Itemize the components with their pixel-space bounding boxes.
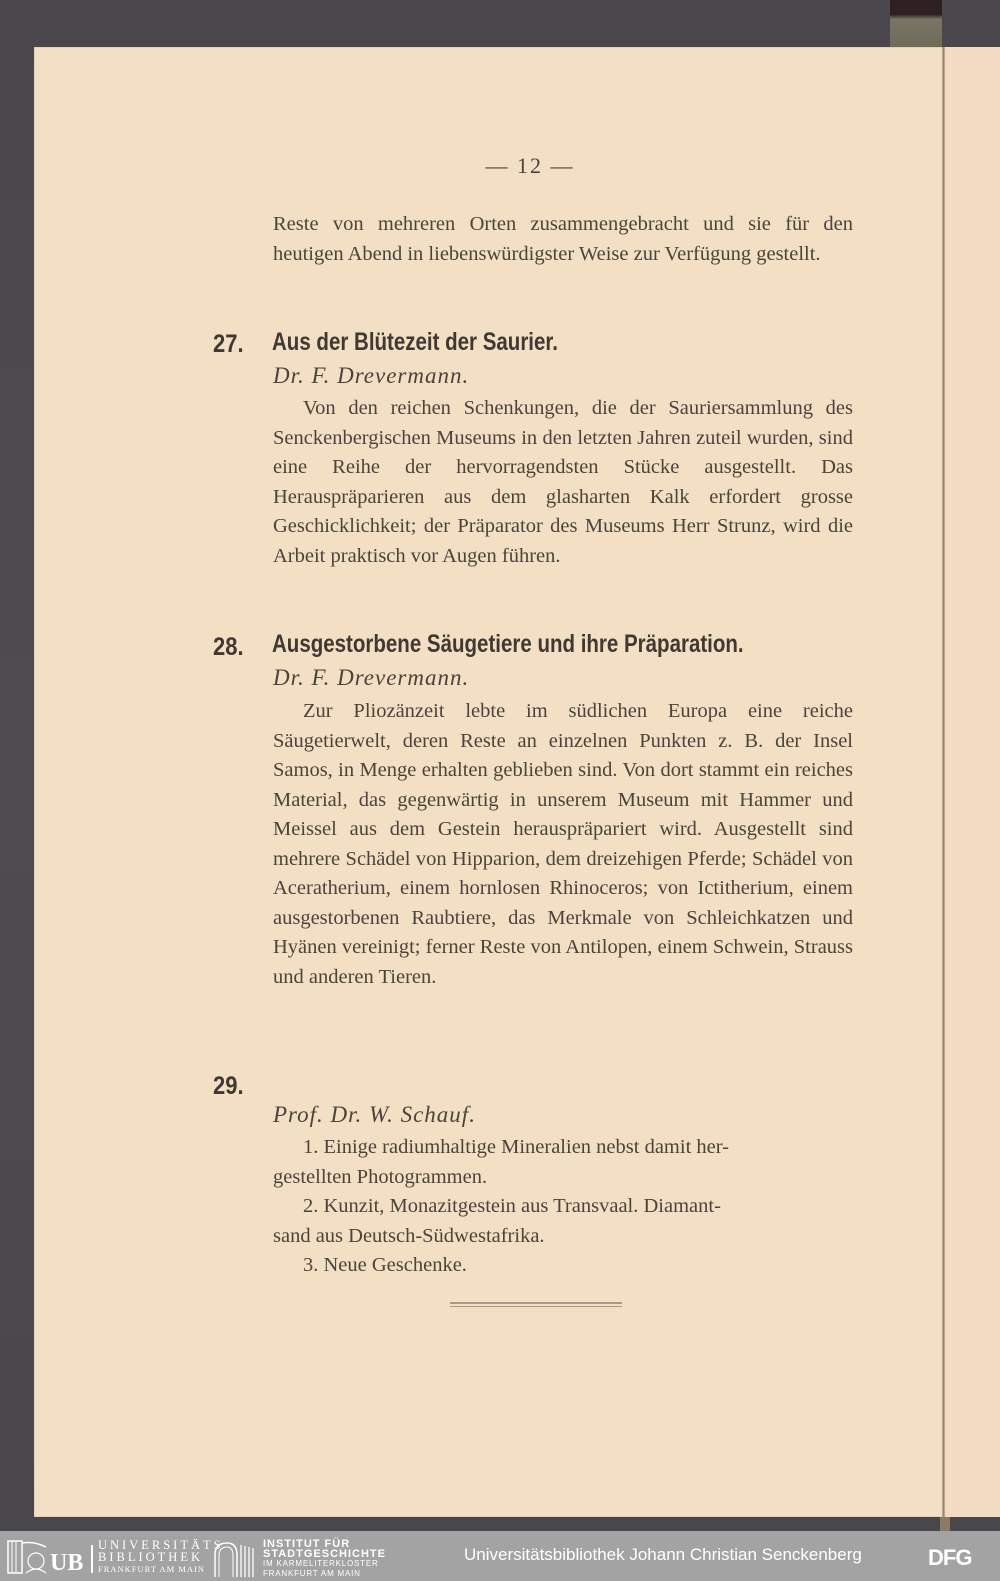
svg-text:UB: UB [50, 1550, 84, 1575]
list-item-1-line2: gestellten Photogrammen. [273, 1165, 488, 1188]
item-author-28: Dr. F. Drevermann. [273, 665, 470, 690]
item-number-28: 28. [213, 633, 244, 661]
ub-line1: UNIVERSITÄTS [98, 1538, 224, 1552]
library-name-link[interactable]: Universitätsbibliothek Johann Christian Senckenberg [464, 1545, 862, 1564]
list-item-1-line1: 1. Einige radiumhaltige Mineralien nebst damit her- [303, 1136, 729, 1158]
item-number-29: 29. [213, 1072, 244, 1100]
item-title-27: Aus der Blütezeit der Saurier. [272, 328, 558, 356]
institute-name [263, 1539, 386, 1579]
item-body-27 [273, 394, 853, 571]
item-title-28: Ausgestorbene Säugetiere und ihre Präparation. [272, 630, 744, 658]
isg-line2: STADTGESCHICHTE [263, 1548, 386, 1560]
page-fold [942, 47, 945, 1517]
item-body-27-text: Von den reichen Schenkungen, die der Sauriersammlung des Senckenbergischen Museums in den letzten Jahren zuteil wurden, sind eine Reihe der hervorragendsten Stücke ausgestellt. Das Herauspräparieren aus dem glasharten Kalk erfordert grosse Geschicklichkeit; der Präparator des Museums Herr Strunz, wird die Arbeit praktisch vor Augen führen. [273, 397, 853, 567]
isg-line3: IM KARMELITERKLOSTER [263, 1559, 379, 1568]
item-number-27: 27. [213, 330, 244, 358]
ub-library-logo-icon [6, 1539, 94, 1575]
end-rule-divider [450, 1302, 622, 1307]
dfg-logo-icon: DFG [928, 1545, 972, 1570]
ub-library-name [98, 1539, 224, 1575]
item-author-29: Prof. Dr. W. Schauf. [273, 1102, 476, 1127]
item-body-28 [273, 697, 853, 992]
ub-line3: FRANKFURT AM MAIN [98, 1564, 206, 1574]
continuation-paragraph: Reste von mehreren Orten zusammengebracht und sie für den heutigen Abend in liebenswürdigster Weise zur Verfügung gestellt. [273, 213, 853, 265]
page-fold-bottom [940, 1517, 950, 1531]
item-body-28-text: Zur Pliozänzeit lebte im südlichen Europa eine reiche Säugetierwelt, deren Reste an einzelnen Punkten z. B. der Insel Samos, in Menge erhalten geblieben sind. Von dort stammt ein reiches Material, das gegenwärtig in unserem Museum mit Hammer und Meissel aus dem Gestein herauspräpariert wird. Ausgestellt sind mehrere Schädel von Hipparion, dem dreizehigen Pferde; Schädel von Aceratherium, einem hornlosen Rhinoceros; von Ictitherium, einem ausgestorbenen Raubtiere, das Merkmale von Schleichkatzen und Hyänen vereinigt; ferner Reste von Antilopen, einem Schwein, Strauss und anderen Tieren. [273, 700, 853, 988]
page-number: — 12 — [485, 153, 575, 178]
item-list-29 [273, 1133, 853, 1281]
list-item-3-line1: 3. Neue Geschenke. [303, 1254, 467, 1276]
bookmark-ribbon [890, 0, 942, 48]
list-item-2-line1: 2. Kunzit, Monazitgestein aus Transvaal. Diamant- [303, 1195, 721, 1217]
isg-line4: FRANKFURT AM MAIN [263, 1569, 361, 1578]
isg-line1: INSTITUT FÜR [263, 1538, 351, 1550]
list-item-2-line2: sand aus Deutsch-Südwestafrika. [273, 1224, 545, 1247]
ub-line2: BIBLIOTHEK [98, 1550, 203, 1564]
facing-page-edge [945, 47, 1000, 1517]
footer-bar [0, 1531, 1000, 1581]
institute-arch-logo-icon [213, 1541, 257, 1577]
item-author-27: Dr. F. Drevermann. [273, 363, 470, 388]
